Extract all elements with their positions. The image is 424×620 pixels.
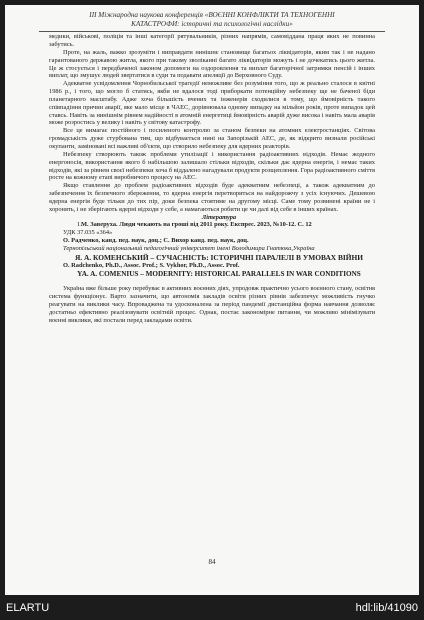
header-divider [39, 31, 385, 32]
running-header [5, 5, 419, 30]
article-intro-paragraph: Україна вже більше року перебуває в активних воєнних діях, упродовж практично усього воєнного стану, освітня система функціонує. Варто зазначити, що автономія закладів освіти різних рівнів забезпечує можливість гнучко реагувати на виклики часу. Впроваджена та удосконалена за період пандемії дистанційна форма навчання дозволяє достатньо ефективно реалізовувати освітній процес. Однак, постає закономірне питання, чи можливо мінімізувати воєнні виклики, які постали перед закладами освіти. [49, 285, 375, 324]
paragraph-0: медики, військові, поліція та інші категорії рятувальників, різних напрямів, самовіддана праця яких не повинна забутись. [49, 33, 375, 49]
header-line-1: ІІІ Міжнародна наукова конференція «ВОЄННІ КОНФЛІКТИ ТА ТЕХНОГЕННІ [89, 11, 335, 19]
references-title: Література [201, 213, 237, 221]
reference-item [49, 221, 375, 229]
paragraph-4: Небезпеку створюють також проблеми утилізації і використання радіоактивних відходів. Немає жодного енергоносія, використання якого б набільшою залишало стільки відходів, скільки дає ядерна енергія, і немає таких відходів, які за рівнем своєї небезпеки хоча б віддалено нагадували продукти розщеплення. Гора радіоактивного сміття росте на кожному етапі виробничого процесу на АЕС. [49, 150, 375, 182]
viewer-footer [0, 595, 424, 620]
udk-code: УДК 37.035 «364» [63, 229, 113, 237]
page-number: 84 [208, 558, 216, 566]
reference-number: 1. [77, 221, 82, 229]
article-title-ua: Я. А. КОМЕНСЬКИЙ – СУЧАСНІСТЬ: ІСТОРИЧНІ ПАРАЛЕЛІ В УМОВАХ ВІЙНИ [74, 252, 364, 262]
page-content [5, 33, 419, 324]
paragraph-5: Якщо ставлення до проблем радіоактивних відходів буде адекватним небезпеці, а також адекватним до забезпечення їх безпечного збереження, то ядерна енергія перетвориться на найдорожчу з усіх існуючих. Дешевою ядерна енергія буде тільки до тих пір, доки безпека стоятиме на другому місці. Саме тому розвинені країни не і хоронять, і не зберігають ядерні відходи у себе, а намагаються робити це чи далі від себе в інших країнах. [49, 182, 375, 213]
paragraph-1: Проте, на жаль, важко зрозуміти і виправдати нинішнє становище багатьох ліквідаторів, яким так і не надано гарантованого державою житла, якого при такому зволіканні багато ліквідаторів можуть і не дочекатись цього житла. Це ж стосується і передбаченої законом допомоги на оздоровлення та виплат багаторічної затримки пенсій і інших виплат, що змушує людей звертатися в суди та подавати апеляції до Верховного Суду. [49, 48, 375, 80]
author-affiliation: Тернопільський національний педагогічний університет імені Володимира Гнатюка,Україна [63, 244, 315, 252]
reference-text: М. Заверуха. Люди чекають на гроші від 2011 року. Експрес. 2023, №10-12. С. 12 [81, 221, 312, 229]
document-page [5, 5, 419, 595]
paragraph-2: Адекватне усвідомлення Чорнобильської трагедії неможливе без розуміння того, що ж реально сталося в квітні 1986 р., і того, що могло б статись, якби не вдалося тоді приборкати потенційну небезпеку ще не баченої біди планетарного масштабу. Адже хоча більшість вчених та інженерів сходилися в тому, що ймовірність такого співпадіння причин аварії, яке мало місце в ЧАЕС, дорівнювала одному випадку на мільйон років, проте випадок цей ставсь. Навіть за нинішнім рівнем надійності в атомній енергетиці ймовірність аварій дуже висока і навіть мала аварія може розростись у велику і навіть у світову катастрофу. [49, 80, 375, 127]
header-line-2: КАТАСТРОФИ: історичні та психологічні наслідки» [131, 19, 293, 28]
paragraph-3: Все це вимагає постійного і посиленого контролю за станом безпеки на атомних електростанціях. Світова громадськість дуже стурбована тим, що відбувається нині на Запорізькій АЕС, де, як відкрито визнали російські окупанти, заміновані всі важливі об'єкти, що створило небезпеку для ядерних реакторів. [49, 127, 375, 150]
article-authors-en: O. Radchenko, Ph.D., Assoc. Prof.; S. Vykhor, Ph.D., Assoc. Prof. [63, 261, 240, 269]
handle-label: hdl:lib/41090 [355, 602, 418, 614]
article-authors: О. Радченко, канд. пед. наук, доц.; С. Вихор канд. пед. наук, доц. [63, 237, 249, 245]
article-title-en: YA. A. COMENIUS – MODERNITY: HISTORICAL PARALLELS IN WAR CONDITIONS [77, 269, 361, 278]
repository-label: ELARTU [6, 602, 50, 614]
